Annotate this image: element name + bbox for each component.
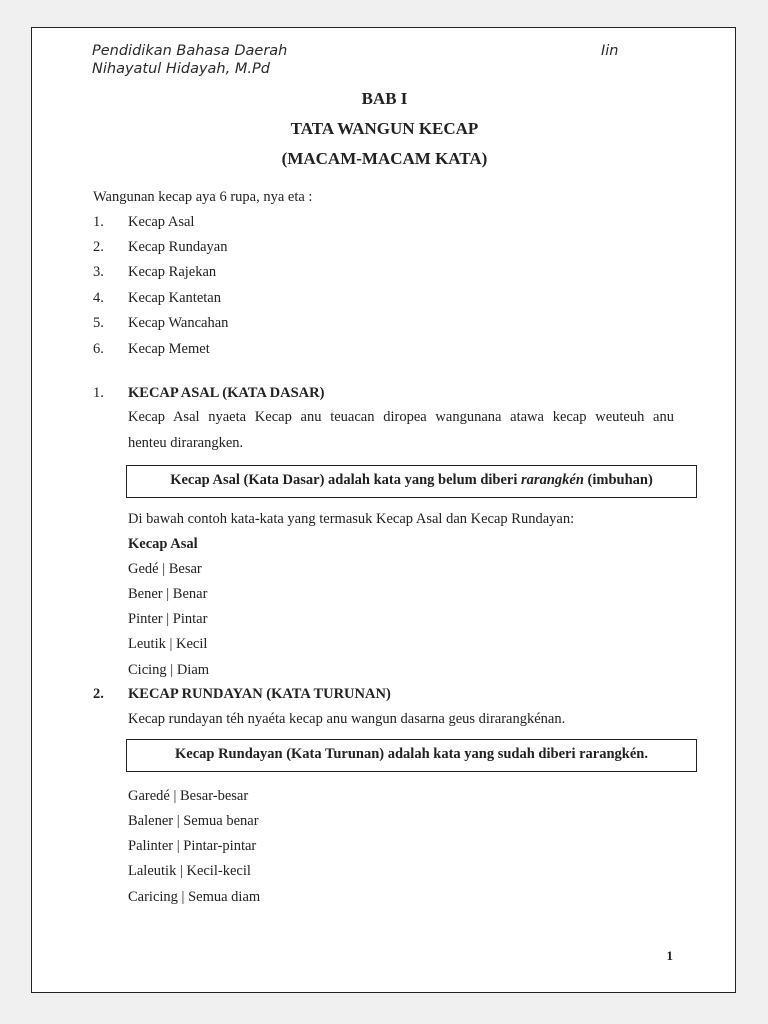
section1-definition-box <box>126 465 697 498</box>
example-item: Balener | Semua benar <box>128 813 259 829</box>
list-number: 5. <box>93 315 104 331</box>
list-number: 3. <box>93 264 104 280</box>
intro-text: Wangunan kecap aya 6 rupa, nya eta : <box>93 189 313 205</box>
sub-title: (MACAM-MACAM KATA) <box>281 149 488 168</box>
example-item: Leutik | Kecil <box>128 636 208 652</box>
list-number: 1. <box>93 214 104 230</box>
section1-paragraph-line2: henteu dirarangken. <box>128 435 244 451</box>
list-label: Kecap Kantetan <box>128 290 221 306</box>
example-item: Palinter | Pintar-pintar <box>128 838 257 854</box>
main-title: TATA WANGUN KECAP <box>290 119 479 138</box>
header-class: Iin <box>601 43 619 59</box>
document-page <box>31 27 736 993</box>
section2-number: 2. <box>93 686 104 702</box>
page-number: 1 <box>666 948 673 963</box>
example-item: Cicing | Diam <box>128 662 210 678</box>
example-item: Caricing | Semua diam <box>128 889 261 905</box>
example-item: Bener | Benar <box>128 586 208 602</box>
examples-heading: Kecap Asal <box>128 536 198 552</box>
section1-number: 1. <box>93 385 104 401</box>
list-label: Kecap Memet <box>128 341 210 357</box>
section1-paragraph-line1: Kecap Asal nyaeta Kecap anu teuacan diropea wangunana atawa kecap weuteuh anu <box>128 409 674 425</box>
list-label: Kecap Rajekan <box>128 264 217 280</box>
list-number: 2. <box>93 239 104 255</box>
definition-text: Kecap Asal (Kata Dasar) adalah kata yang belum diberi <box>170 472 522 488</box>
list-number: 4. <box>93 290 104 306</box>
section1-heading: KECAP ASAL (KATA DASAR) <box>128 385 325 401</box>
chapter-title: BAB I <box>361 89 408 108</box>
section2-definition-box: Kecap Rundayan (Kata Turunan) adalah kata yang sudah diberi rarangkén. <box>126 739 697 772</box>
header-author: Nihayatul Hidayah, M.Pd <box>92 61 270 77</box>
section2-heading: KECAP RUNDAYAN (KATA TURUNAN) <box>128 686 391 702</box>
list-number: 6. <box>93 341 104 357</box>
list-label: Kecap Asal <box>128 214 195 230</box>
example-item: Gedé | Besar <box>128 561 202 577</box>
example-item: Garedé | Besar-besar <box>128 788 249 804</box>
list-label: Kecap Wancahan <box>128 315 229 331</box>
definition-italic-term: rarangkén <box>521 472 584 488</box>
examples-intro: Di bawah contoh kata-kata yang termasuk Kecap Asal dan Kecap Rundayan: <box>128 511 575 527</box>
section2-paragraph: Kecap rundayan téh nyaéta kecap anu wangun dasarna geus dirarangkénan. <box>128 711 566 727</box>
list-label: Kecap Rundayan <box>128 239 228 255</box>
header-subject: Pendidikan Bahasa Daerah <box>92 43 288 59</box>
example-item: Pinter | Pintar <box>128 611 208 627</box>
definition-text-end: (imbuhan) <box>583 472 653 488</box>
example-item: Laleutik | Kecil-kecil <box>128 863 251 879</box>
